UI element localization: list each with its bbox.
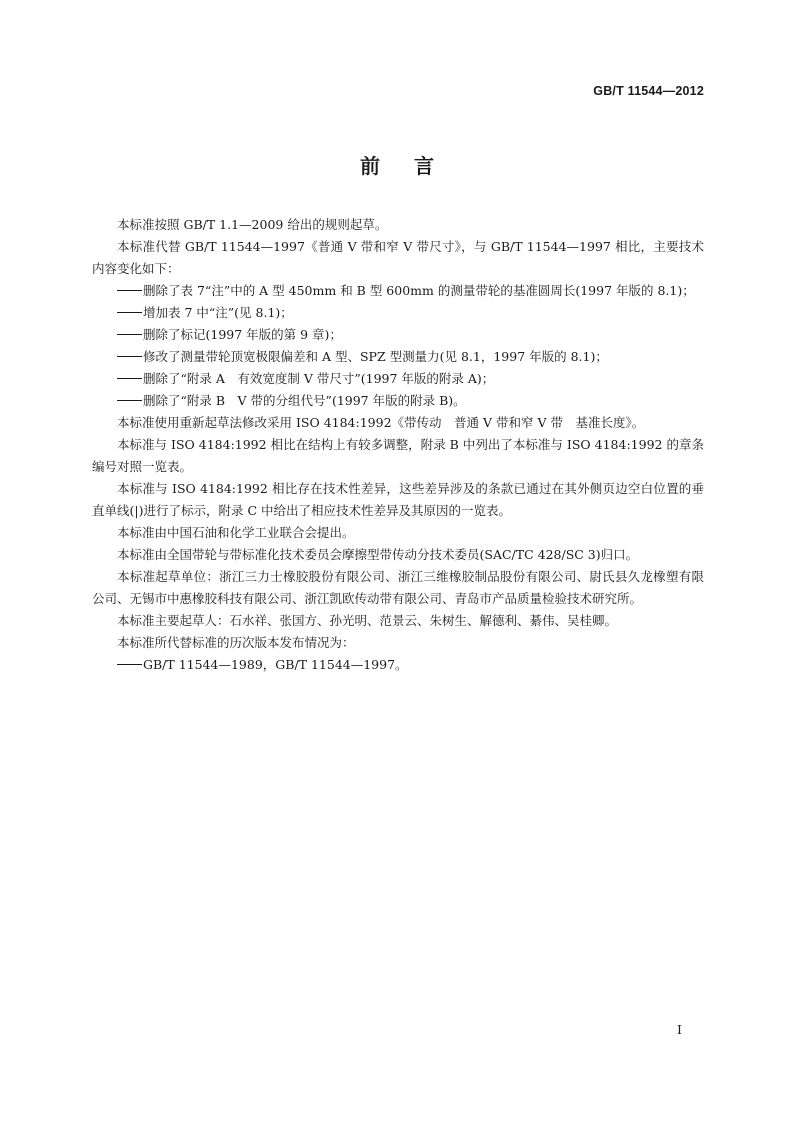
em-dash-marker [117, 356, 142, 358]
change-item [92, 390, 704, 412]
change-item [92, 346, 704, 368]
paragraph-technical-differences: 本标准与 ISO 4184:1992 相比存在技术性差异，这些差异涉及的条款已通过在其外侧页边空白位置的垂直单线(|)进行了标示，附录 C 中给出了相应技术性差异及其原因的一览表。 [92, 481, 704, 518]
paragraph-technical-committee: 本标准由全国带轮与带标准化技术委员会摩擦型带传动分技术委员(SAC/TC 428/SC 3)归口。 [117, 547, 639, 562]
change-item-text: 删除了“附录 B V 带的分组代号”(1997 年版的附录 B)。 [143, 393, 466, 408]
paragraph-structure: 本标准与 ISO 4184:1992 相比在结构上有较多调整，附录 B 中列出了本标准与 ISO 4184:1992 的章条编号对照一览表。 [92, 437, 704, 474]
change-item-text: 删除了表 7“注”中的 A 型 450mm 和 B 型 600mm 的测量带轮的基准圆周长(1997 年版的 8.1)； [143, 283, 695, 298]
paragraph-adoption: 本标准使用重新起草法修改采用 ISO 4184:1992《带传动 普通 V 带和窄 V 带 基准长度》。 [117, 415, 645, 430]
change-item [92, 302, 704, 324]
change-item-text: 修改了测量带轮顶宽极限偏差和 A 型、SPZ 型测量力(见 8.1，1997 年版的 8.1)； [143, 349, 608, 364]
paragraph-drafting-rules: 本标准按照 GB/T 1.1—2009 给出的规则起草。 [117, 217, 388, 232]
em-dash-marker [117, 378, 142, 380]
change-item [92, 280, 704, 302]
foreword-body [92, 214, 704, 676]
page-number: I [677, 1022, 682, 1037]
change-item-text: 删除了标记(1997 年版的第 9 章)； [143, 327, 342, 342]
history-item-text: GB/T 11544—1989，GB/T 11544—1997。 [143, 657, 408, 672]
history-item [92, 654, 704, 676]
change-item [92, 324, 704, 346]
paragraph-drafters: 本标准主要起草人：石水祥、张国方、孙光明、范景云、朱树生、解德利、綦伟、吴桂卿。 [117, 613, 618, 628]
em-dash-marker [117, 664, 142, 666]
change-item [92, 368, 704, 390]
em-dash-marker [117, 334, 142, 336]
change-item-text: 删除了“附录 A 有效宽度制 V 带尺寸”(1997 年版的附录 A)； [143, 371, 495, 386]
standard-code: GB/T 11544—2012 [593, 84, 704, 98]
page-title: 前言 [360, 154, 468, 178]
em-dash-marker [117, 312, 142, 314]
em-dash-marker [117, 400, 142, 402]
paragraph-history-intro: 本标准所代替标准的历次版本发布情况为： [117, 635, 355, 650]
paragraph-drafting-units: 本标准起草单位：浙江三力士橡胶股份有限公司、浙江三维橡胶制品股份有限公司、尉氏县久龙橡塑有限公司、无锡市中惠橡胶科技有限公司、浙江凯欧传动带有限公司、青岛市产品质量检验技术研究所。 [92, 569, 704, 606]
paragraph-proposer: 本标准由中国石油和化学工业联合会提出。 [117, 525, 355, 540]
em-dash-marker [117, 290, 142, 292]
paragraph-replacement: 本标准代替 GB/T 11544—1997《普通 V 带和窄 V 带尺寸》，与 GB/T 11544—1997 相比，主要技术内容变化如下： [92, 239, 704, 276]
change-item-text: 增加表 7 中“注”(见 8.1)； [143, 305, 293, 320]
